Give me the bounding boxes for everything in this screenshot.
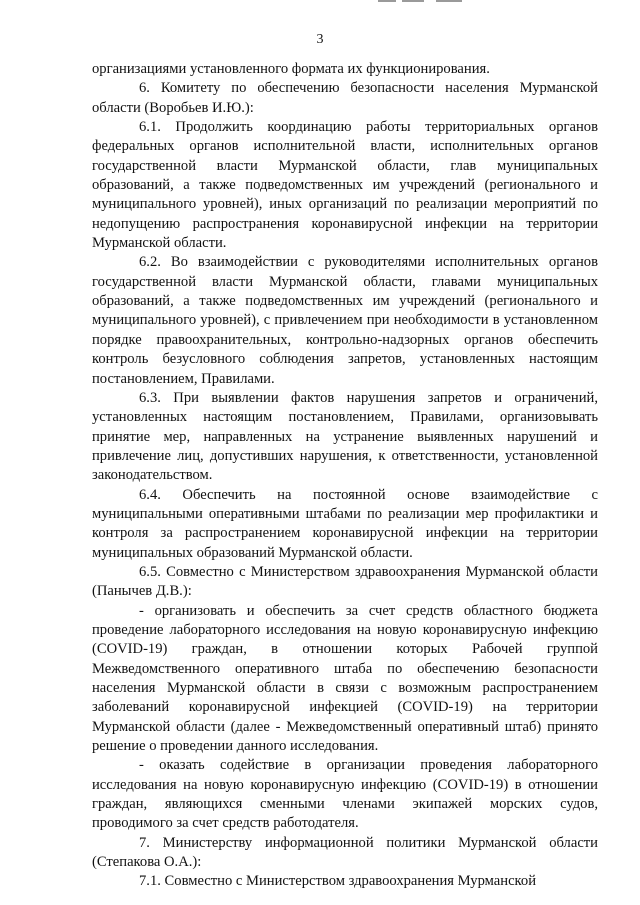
paragraph-item-6-3: 6.3. При выявлении фактов нарушения запретов и ограничений, установленных настоящим постановлением, Правилами, организовывать принятие мер, направленных на устранение выявленных нарушений и привлечение лиц, допустивших нарушения, к ответственности, установленной законодательством.: [92, 389, 598, 484]
scan-artifact: [436, 0, 462, 2]
paragraph-item-7: 7. Министерству информационной политики Мурманской области (Степакова О.А.):: [92, 834, 598, 871]
paragraph-continuation: организациями установленного формата их функционирования.: [92, 61, 490, 77]
paragraph-item-6-4: 6.4. Обеспечить на постоянной основе взаимодействие с муниципальными оперативными штабами по реализации мер профилактики и контроля за распространением коронавирусной инфекции на территории муниципальных образований Мурманской области.: [92, 486, 598, 561]
page-number: 3: [316, 32, 324, 47]
paragraph-bullet-assist: - оказать содействие в организации проведения лабораторного исследования на новую коронавирусную инфекцию (COVID-19) в отношении граждан, являющихся сменными членами экипажей морских судов, проводимого за счет средств работодателя.: [92, 757, 598, 832]
paragraph-item-6-1: 6.1. Продолжить координацию работы территориальных органов федеральных органов исполнительной власти, исполнительных органов государственной власти Мурманской области, глав муниципальных образований, а также подведомственных им учреждений (регионального и муниципального уровней), иных организаций по реализации мероприятий по недопущению распространения коронавирусной инфекции на территории Мурманской области.: [92, 119, 598, 252]
paragraph-item-6-2: 6.2. Во взаимодействии с руководителями исполнительных органов государственной власти Мурманской области, главами муниципальных образований, а также подведомственных им учреждений (регионального и муниципального уровней), с привлечением при необходимости в установленном порядке правоохранительных, контрольно-надзорных органов обеспечить контроль безусловного соблюдения запретов, установленных настоящим постановлением, Правилами.: [92, 254, 598, 387]
document-body: [92, 60, 598, 892]
paragraph-bullet-organize: - организовать и обеспечить за счет средств областного бюджета проведение лабораторного исследования на новую коронавирусную инфекцию (COVID-19) граждан, в отношении которых Рабочей группой Межведомственного оперативного штаба по обеспечению безопасности населения Мурманской области в связи с возможным распространением заболеваний коронавирусной инфекцией (COVID-19) на территории Мурманской области (далее - Межведомственный оперативный штаб) принято решение о проведении данного исследования.: [92, 602, 598, 755]
paragraph-item-6: 6. Комитету по обеспечению безопасности населения Мурманской области (Воробьев И.Ю.):: [92, 80, 598, 116]
scan-artifact: [402, 0, 424, 2]
paragraph-item-6-5: 6.5. Совместно с Министерством здравоохранения Мурманской области (Панычев Д.В.):: [92, 563, 598, 600]
scan-artifact: [378, 0, 396, 2]
paragraph-item-7-1: 7.1. Совместно с Министерством здравоохранения Мурманской: [139, 873, 537, 890]
